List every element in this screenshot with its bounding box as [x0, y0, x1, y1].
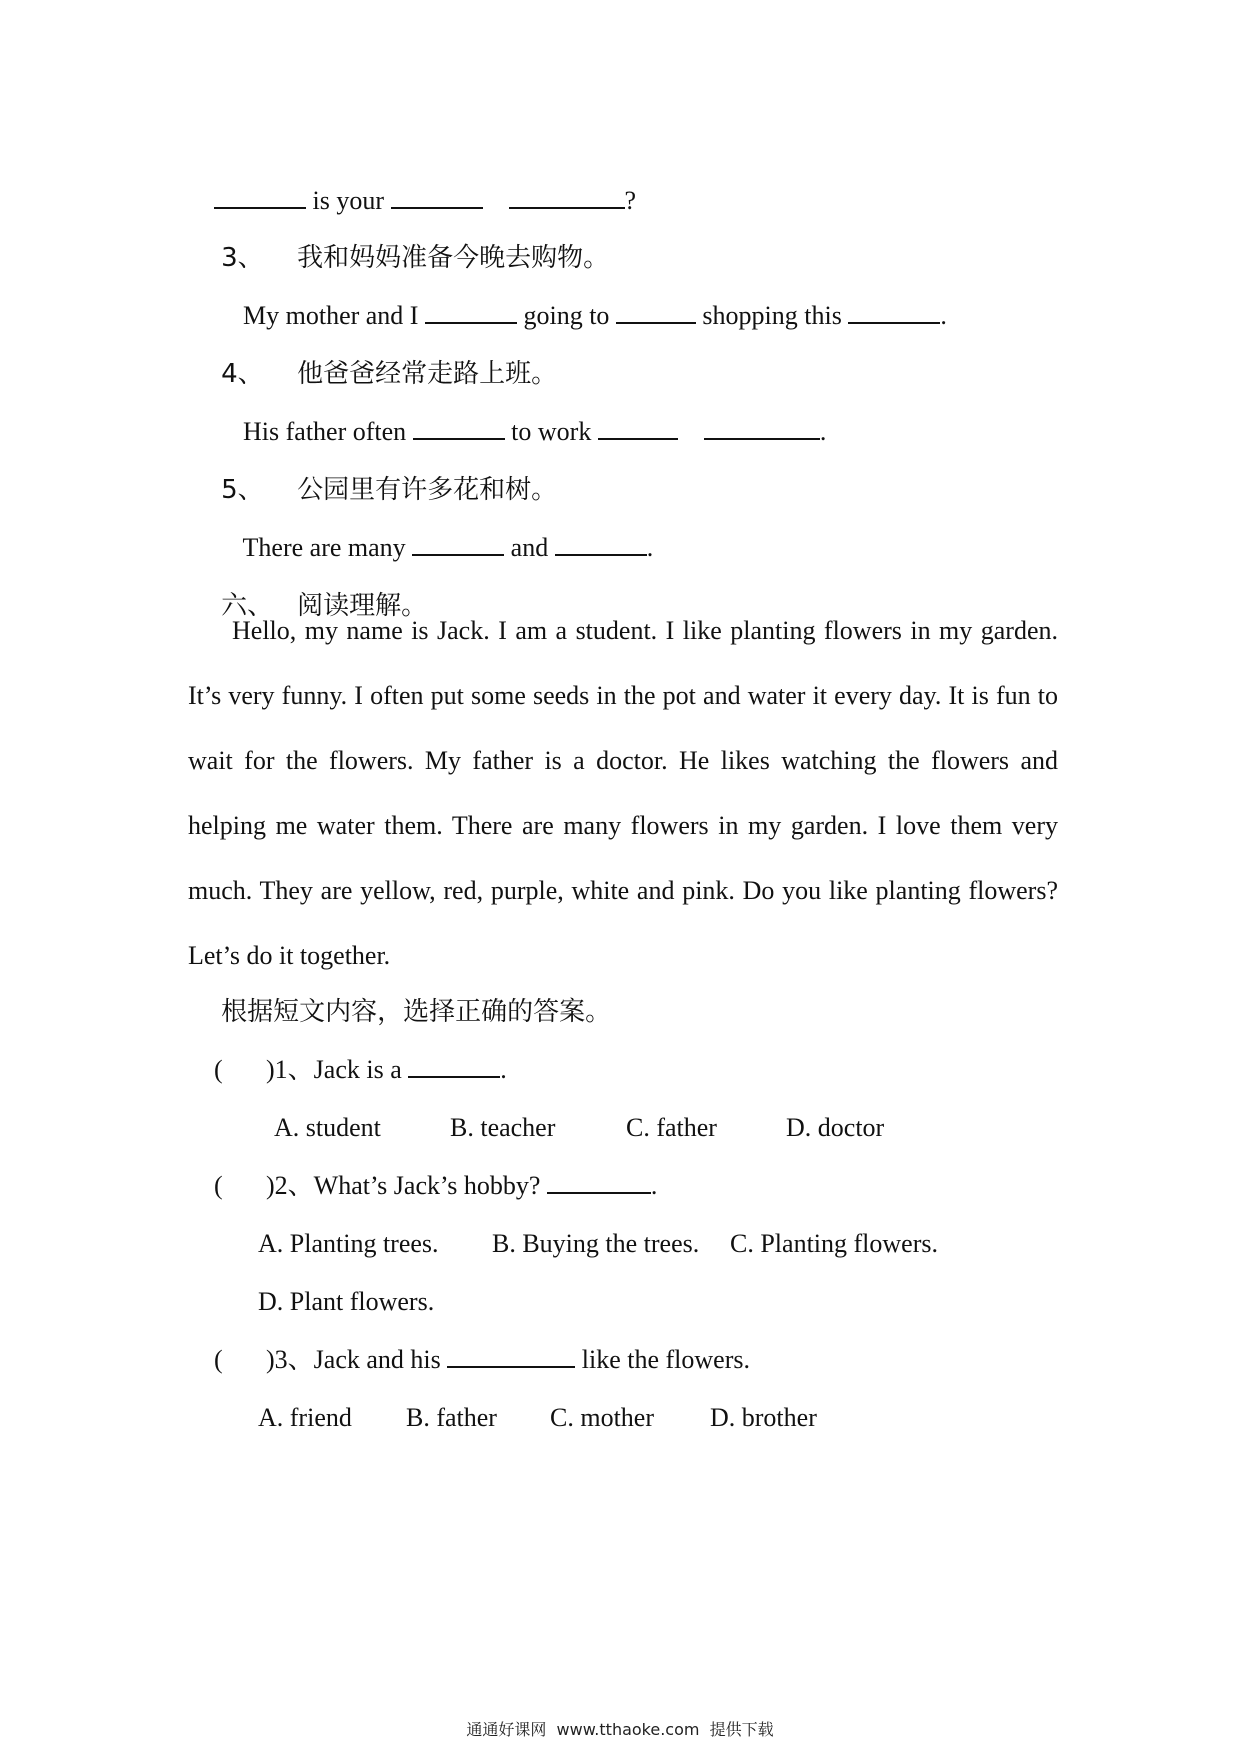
answer-end: . [940, 301, 947, 330]
option-c[interactable]: C. father [626, 1113, 717, 1142]
question-end: like the flowers. [581, 1345, 750, 1374]
question-text: )1、Jack is a [266, 1055, 402, 1084]
question-chinese: 公园里有许多花和树。 [297, 475, 558, 505]
answer-end: . [646, 533, 654, 562]
answer-blank[interactable] [848, 300, 940, 324]
question-chinese: 我和妈妈准备今晚去购物。 [297, 243, 610, 273]
answer-blank[interactable] [704, 416, 820, 440]
option-d[interactable]: D. doctor [786, 1113, 885, 1142]
answer-text: is your [312, 186, 384, 215]
answer-end: . [819, 417, 827, 446]
answer-blank[interactable] [408, 1054, 500, 1078]
section-title: 阅读理解。 [297, 591, 428, 621]
option-a[interactable]: A. Planting trees. [258, 1229, 439, 1258]
answer-text: going to [523, 301, 610, 330]
option-b[interactable]: B. Buying the trees. [492, 1229, 700, 1258]
option-b[interactable]: B. teacher [450, 1113, 556, 1142]
passage-text: Hello, my name is Jack. I am a student. I like planting flowers in my garden. It’s very funny. I often put some seeds in the pot and water it every day. It is fun to wait for the flowers. My father is a doctor. He likes watching the flowers and helping me water them. There are many flowers in my garden. I love them very much. They are yellow, red, purple, white and pink. Do you like planting flowers? Let’s do it together. [188, 616, 1058, 970]
option-d[interactable]: D. brother [710, 1403, 817, 1432]
answer-blank[interactable] [214, 185, 306, 209]
instruction-text: 根据短文内容，选择正确的答案。 [221, 997, 612, 1027]
question-text: )3、Jack and his [266, 1345, 441, 1374]
page-footer [0, 1720, 1240, 1740]
question-end: . [650, 1171, 658, 1200]
question-chinese: 他爸爸经常走路上班。 [297, 359, 558, 389]
section-number: 六、 [221, 591, 274, 621]
option-a[interactable]: A. friend [258, 1403, 352, 1432]
question-number: 5、 [221, 475, 264, 505]
answer-blank[interactable] [555, 532, 647, 556]
answer-blank[interactable] [616, 300, 696, 324]
answer-blank[interactable] [547, 1170, 651, 1194]
reading-options-3 [232, 1367, 817, 1469]
answer-text: My mother and I [243, 301, 419, 330]
answer-text: and [510, 533, 549, 562]
option-b[interactable]: B. father [406, 1403, 497, 1432]
answer-text: There are many [242, 533, 406, 562]
footer-site-name: 通通好课网 [466, 1720, 547, 1739]
answer-paren[interactable]: ( [214, 1345, 223, 1374]
answer-text: His father often [243, 417, 407, 446]
answer-paren[interactable]: ( [214, 1055, 223, 1084]
option-d[interactable]: D. Plant flowers. [258, 1287, 435, 1316]
footer-url[interactable]: www.tthaoke.com [556, 1720, 700, 1739]
answer-blank[interactable] [391, 185, 483, 209]
footer-suffix: 提供下载 [709, 1720, 774, 1739]
answer-blank[interactable] [509, 185, 625, 209]
question-text: )2、What’s Jack’s hobby? [266, 1171, 541, 1200]
answer-end: ? [624, 186, 637, 215]
option-c[interactable]: C. Planting flowers. [730, 1229, 938, 1258]
question-number: 3、 [221, 243, 264, 273]
answer-blank[interactable] [412, 532, 504, 556]
answer-blank[interactable] [598, 416, 678, 440]
question-number: 4、 [221, 359, 264, 389]
option-c[interactable]: C. mother [550, 1403, 654, 1432]
answer-text: shopping this [702, 301, 842, 330]
answer-blank[interactable] [413, 416, 505, 440]
reading-passage [188, 598, 1058, 988]
option-a[interactable]: A. student [274, 1113, 381, 1142]
answer-blank[interactable] [447, 1344, 575, 1368]
answer-blank[interactable] [425, 300, 517, 324]
question-end: . [500, 1055, 507, 1084]
answer-text: to work [511, 417, 592, 446]
answer-paren[interactable]: ( [214, 1171, 223, 1200]
